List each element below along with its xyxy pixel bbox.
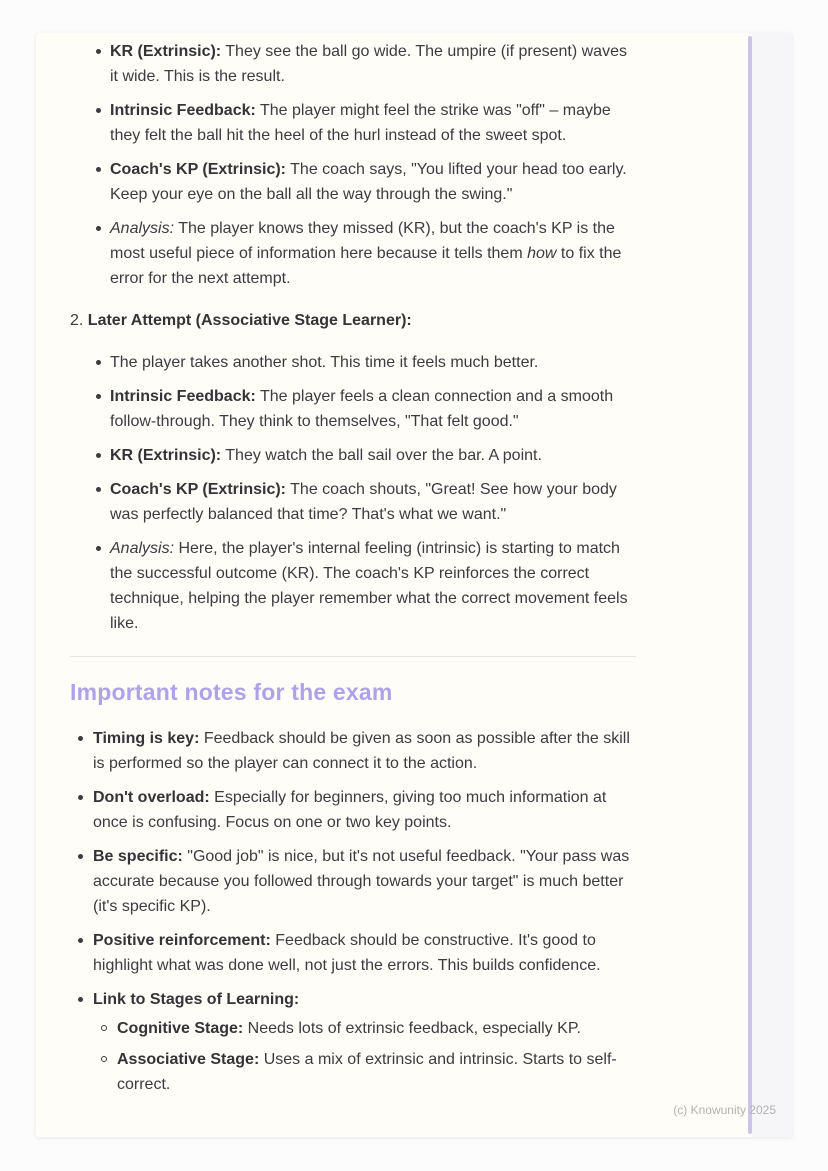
first-attempt-feedback-list [70,39,636,291]
list-item [110,216,636,291]
stages-sublist [93,1016,636,1097]
item-lead: Coach's KP (Extrinsic): [110,161,286,178]
item-lead: Be specific: [93,848,183,865]
item-text: The player knows they missed (KR), but the coach's KP is the most useful piece of information here because it tells them [110,220,615,262]
item-lead: Associative Stage: [117,1051,260,1068]
item-lead: Analysis: [110,220,175,237]
item-label: Later Attempt (Associative Stage Learner): [87,312,412,329]
list-item [110,443,636,468]
list-item [117,1047,636,1097]
list-item [110,536,636,636]
item-emphasis: how [527,245,557,262]
document-page [36,33,792,1137]
item-text: Here, the player's internal feeling (intrinsic) is starting to match the successful outcome (KR). The coach's KP reinforces the correct technique, helping the player remember what the correct movement feels like. [110,540,628,632]
list-item [93,928,636,978]
item-text: to fix the error for the next attempt. [110,245,622,287]
exam-notes-list [70,726,636,1097]
item-text: Especially for beginners, giving too much information at once is confusing. Focus on one or two key points. [93,789,607,831]
list-item [93,844,636,919]
list-item [117,1016,636,1041]
item-text: Feedback should be given as soon as possible after the skill is performed so the player can connect it to the action. [93,730,630,772]
item-lead: Link to Stages of Learning: [93,991,300,1008]
item-lead: Don't overload: [93,789,210,806]
item-text: "Good job" is nice, but it's not useful feedback. "Your pass was accurate because you followed through towards your target" is much better (it's specific KP). [93,848,630,915]
item-text: They watch the ball sail over the bar. A point. [221,447,542,464]
item-text: The player feels a clean connection and a smooth follow-through. They think to themselves, "That felt good." [110,388,614,430]
numbered-heading [70,308,636,333]
item-lead: Coach's KP (Extrinsic): [110,481,286,498]
list-item [93,785,636,835]
page-right-strip [752,33,792,1137]
item-lead: KR (Extrinsic): [110,447,222,464]
copyright-notice: (c) Knowunity 2025 [673,1103,776,1117]
item-lead: Positive reinforcement: [93,932,271,949]
item-text: The player might feel the strike was "off" – maybe they felt the ball hit the heel of the hurl instead of the sweet spot. [110,102,611,144]
item-text: Feedback should be constructive. It's good to highlight what was done well, not just the errors. This builds confidence. [93,932,601,974]
list-item [110,350,636,375]
item-text: Uses a mix of extrinsic and intrinsic. Starts to self-correct. [117,1051,617,1093]
accent-stripe [748,36,752,1134]
list-item [93,726,636,776]
item-lead: Intrinsic Feedback: [110,102,256,119]
later-attempt-feedback-list [70,350,636,636]
item-text: The player takes another shot. This time it feels much better. [110,354,539,371]
item-lead: Intrinsic Feedback: [110,388,256,405]
item-lead: KR (Extrinsic): [110,43,222,60]
item-text: They see the ball go wide. The umpire (if present) waves it wide. This is the result. [110,43,627,85]
item-text: Needs lots of extrinsic feedback, especially KP. [243,1020,581,1037]
list-item [110,98,636,148]
item-lead: Cognitive Stage: [117,1020,244,1037]
item-text: The coach says, "You lifted your head too early. Keep your eye on the ball all the way through the swing." [110,161,627,203]
list-item [93,987,636,1097]
section-divider [70,656,636,657]
list-item [110,39,636,89]
page-content [70,39,636,1097]
item-number: 2. [70,312,84,329]
item-lead: Analysis: [110,540,175,557]
list-item [110,477,636,527]
item-text: The coach shouts, "Great! See how your body was perfectly balanced that time? That's what we want." [110,481,617,523]
list-item [110,157,636,207]
section-heading: Important notes for the exam [70,679,393,705]
list-item [110,384,636,434]
item-lead: Timing is key: [93,730,200,747]
